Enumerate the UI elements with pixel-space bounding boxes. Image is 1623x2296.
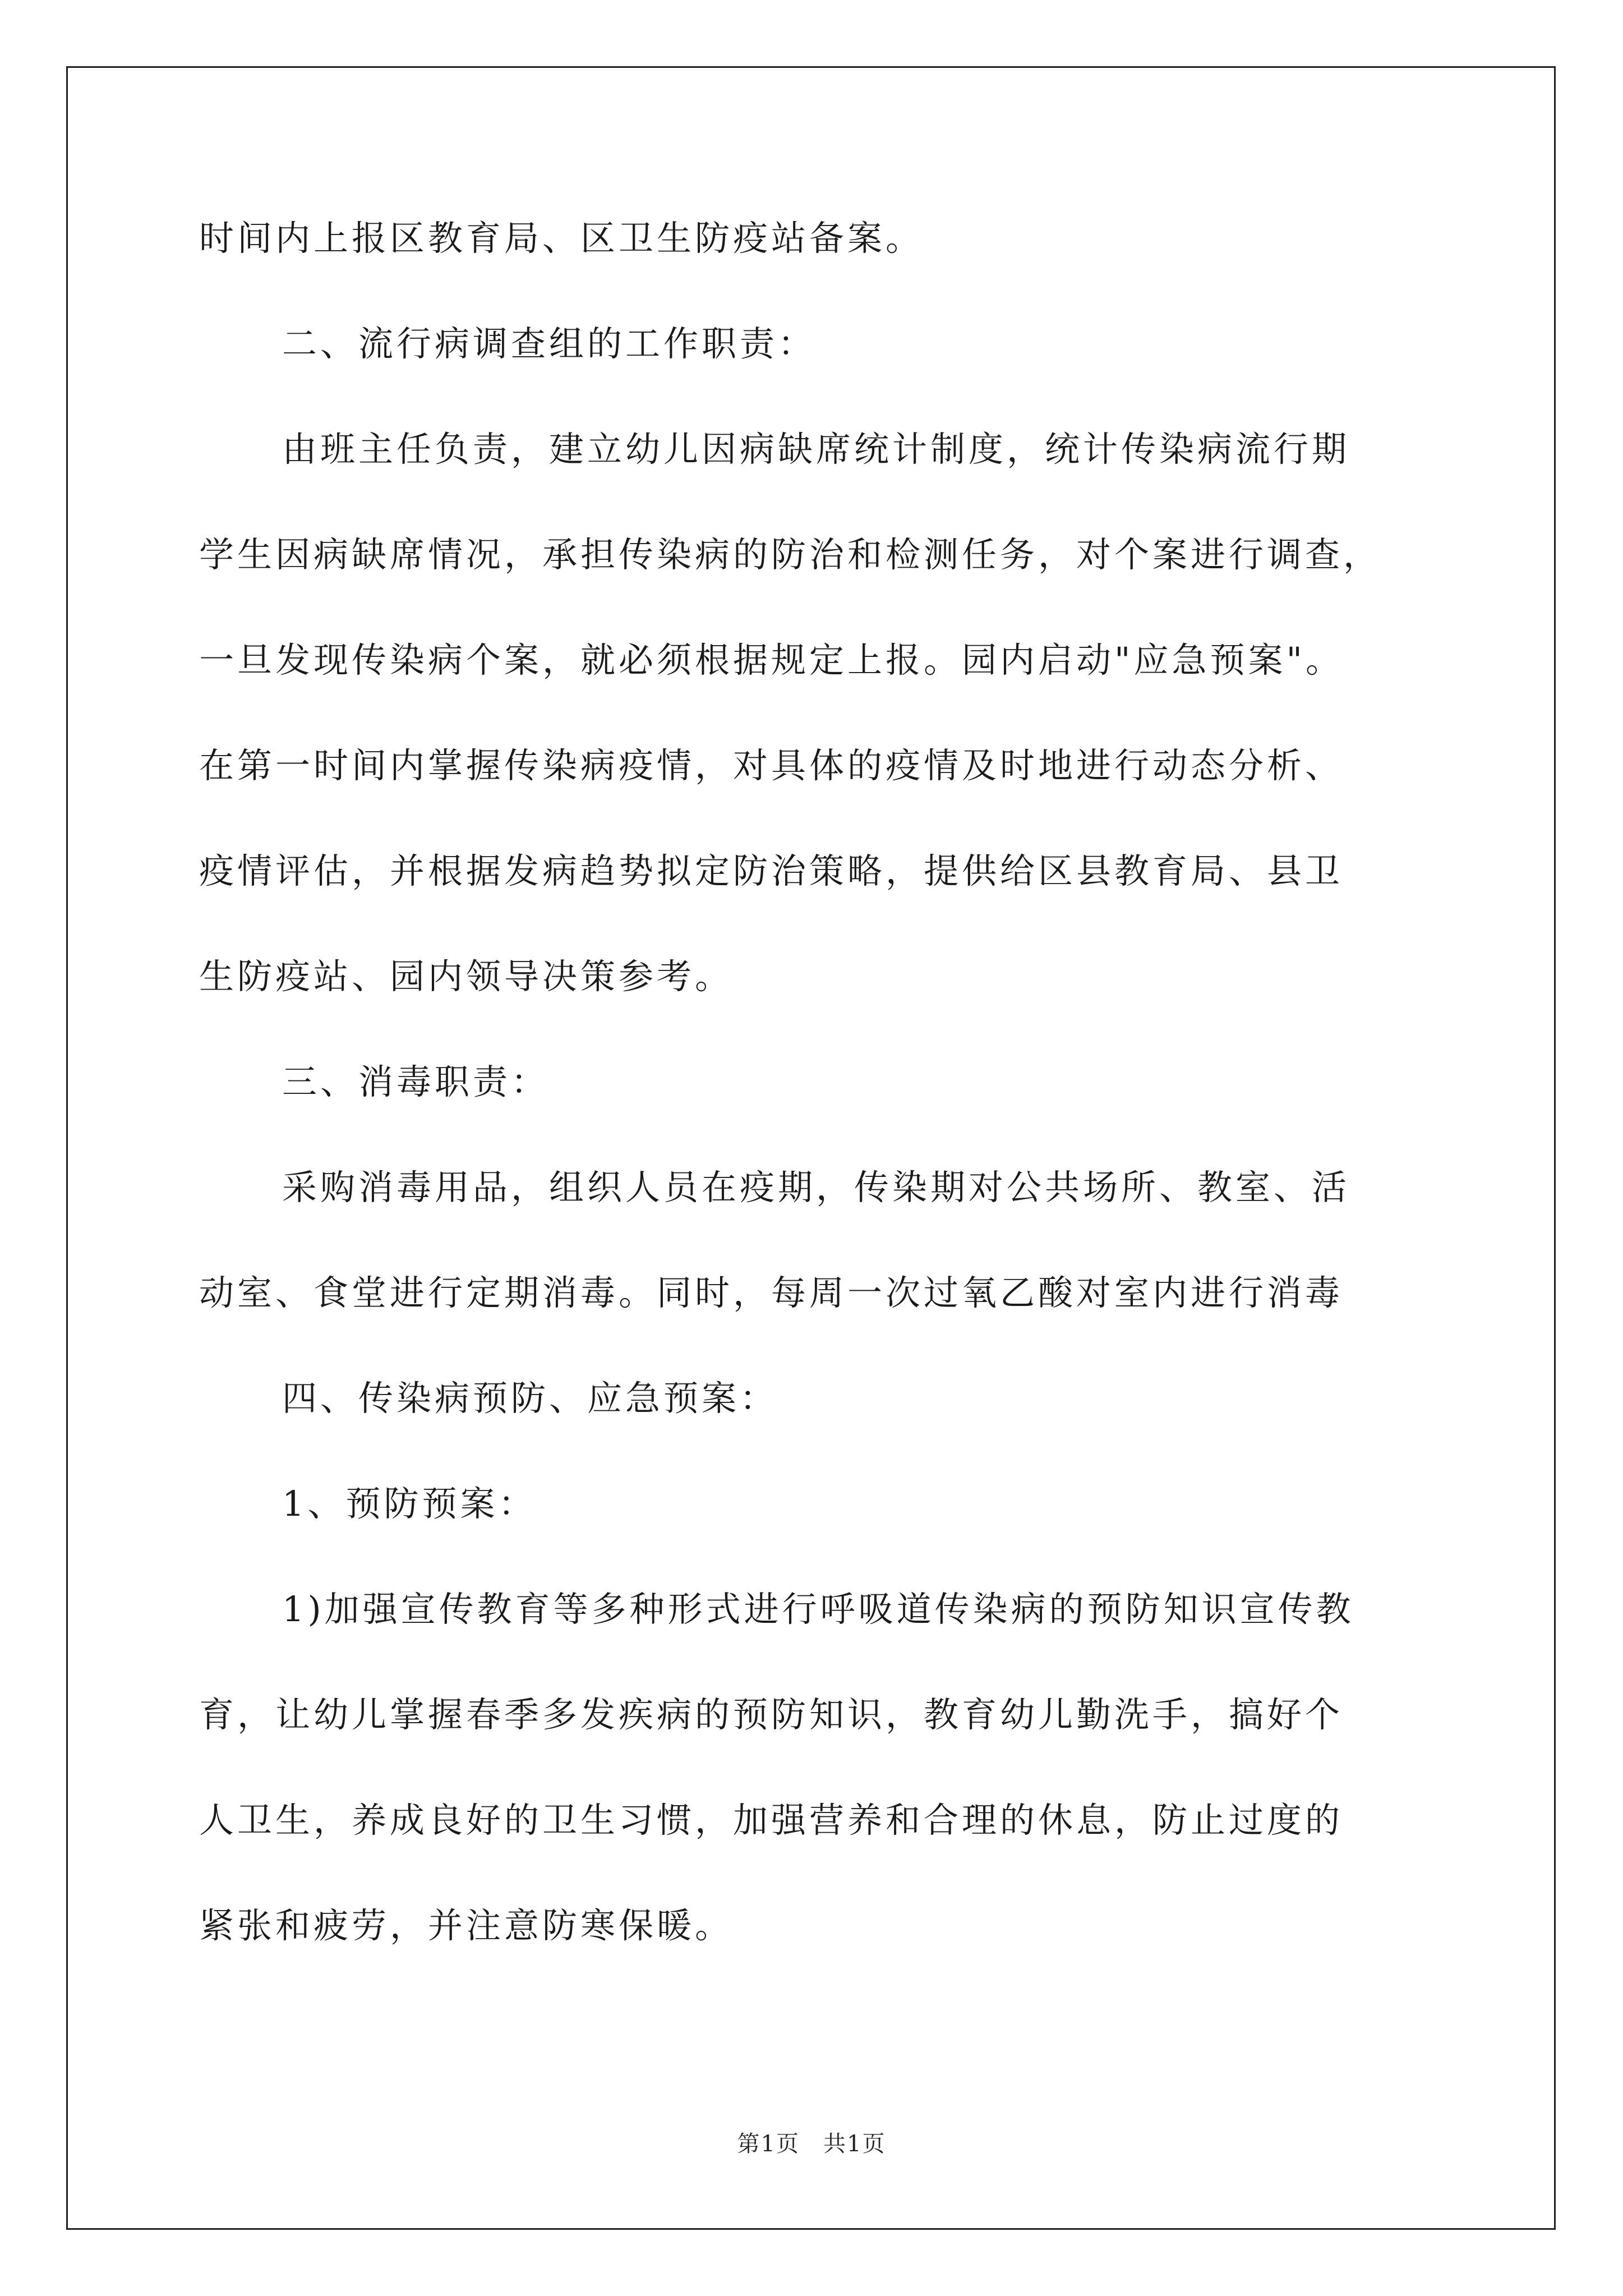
paragraph-line: 生防疫站、园内领导决策参考。 [199, 956, 734, 997]
paragraph-line: 人卫生，养成良好的卫生习惯，加强营养和合理的休息，防止过度的 [199, 1800, 1344, 1841]
paragraph-line: 1)加强宣传教育等多种形式进行呼吸道传染病的预防知识宣传教 [282, 1589, 1354, 1630]
paragraph-line: 时间内上报区教育局、区卫生防疫站备案。 [199, 218, 924, 259]
paragraph-line: 疫情评估，并根据发病趋势拟定防治策略，提供给区县教育局、县卫 [199, 850, 1344, 891]
subsection-heading: 1、预防预案： [282, 1483, 537, 1524]
paragraph-line: 动室、食堂进行定期消毒。同时，每周一次过氧乙酸对室内进行消毒 [199, 1272, 1344, 1313]
paragraph-line: 紧张和疲劳，并注意防寒保暖。 [199, 1905, 734, 1946]
paragraph-line: 采购消毒用品，组织人员在疫期，传染期对公共场所、教室、活 [282, 1167, 1350, 1208]
section-heading: 四、传染病预防、应急预案： [282, 1378, 778, 1419]
paragraph-line: 学生因病缺席情况，承担传染病的防治和检测任务，对个案进行调查， [199, 534, 1382, 575]
paragraph-line: 在第一时间内掌握传染病疫情，对具体的疫情及时地进行动态分析、 [199, 745, 1344, 786]
paragraph-line: 由班主任负责，建立幼儿因病缺席统计制度，统计传染病流行期 [282, 429, 1350, 470]
section-heading: 三、消毒职责： [282, 1061, 550, 1102]
section-heading: 二、流行病调查组的工作职责： [282, 323, 817, 364]
paragraph-line: 一旦发现传染病个案，就必须根据规定上报。园内启动"应急预案"。 [199, 639, 1344, 680]
paragraph-line: 育，让幼儿掌握春季多发疾病的预防知识，教育幼儿勤洗手，搞好个 [199, 1694, 1344, 1735]
page-footer: 第1页 共1页 [737, 2131, 886, 2157]
